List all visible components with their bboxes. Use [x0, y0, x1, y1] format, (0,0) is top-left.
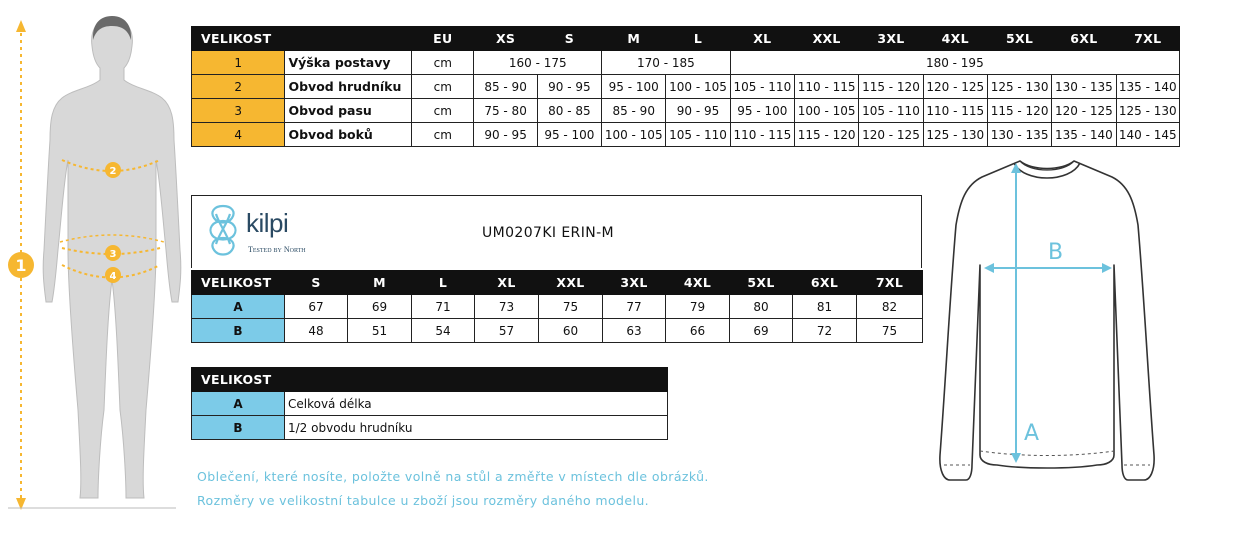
marker-1 [8, 252, 34, 278]
header-velikost: VELIKOST [192, 368, 668, 392]
size-chart-header [192, 27, 1180, 51]
table-cell: 80 [730, 295, 793, 319]
table-cell: 54 [412, 319, 475, 343]
table-cell: 135 - 140 [1052, 123, 1116, 147]
row-label: Obvod boků [285, 123, 412, 147]
row-unit: cm [412, 51, 474, 75]
table-cell: 72 [793, 319, 857, 343]
table-cell: 120 - 125 [1052, 99, 1116, 123]
header-7xl: 7XL [857, 271, 923, 295]
header-l: L [412, 271, 475, 295]
table-cell: 130 - 135 [1052, 75, 1116, 99]
legend-header [192, 368, 668, 392]
table-cell: 110 - 115 [923, 99, 987, 123]
table-cell: 125 - 130 [1116, 99, 1179, 123]
table-row [192, 416, 668, 440]
table-cell: 140 - 145 [1116, 123, 1179, 147]
marker-4 [105, 267, 121, 283]
table-cell: 95 - 100 [602, 75, 666, 99]
table-cell: 120 - 125 [859, 123, 923, 147]
header-velikost: VELIKOST [192, 271, 285, 295]
product-size-header [192, 271, 923, 295]
table-cell: 110 - 115 [730, 123, 794, 147]
header-xs: XS [474, 27, 537, 51]
table-cell: 82 [857, 295, 923, 319]
header-eu: EU [412, 27, 474, 51]
table-cell: 105 - 110 [859, 99, 923, 123]
table-row [192, 319, 923, 343]
header-xl: XL [475, 271, 539, 295]
table-cell: 95 - 100 [730, 99, 794, 123]
table-cell: 115 - 120 [794, 123, 858, 147]
body-measurement-figure [0, 10, 185, 515]
table-cell: 69 [730, 319, 793, 343]
table-cell: 75 [857, 319, 923, 343]
header-xxl: XXL [794, 27, 858, 51]
header-l: L [666, 27, 730, 51]
header-xxl: XXL [539, 271, 603, 295]
measurement-legend-table [191, 367, 668, 440]
measurement-instruction: Oblečení, které nosíte, položte volně na stůl a změřte v místech dle obrázků. [197, 469, 709, 484]
table-cell: 85 - 90 [602, 99, 666, 123]
row-unit: cm [412, 75, 474, 99]
table-cell: 67 [285, 295, 348, 319]
table-row [192, 99, 1180, 123]
table-cell: 120 - 125 [923, 75, 987, 99]
row-label: Obvod hrudníku [285, 75, 412, 99]
shirt-label-a: A [1024, 421, 1040, 446]
svg-text:4: 4 [109, 271, 117, 282]
table-row [192, 392, 668, 416]
kilpi-logo-icon [206, 202, 240, 256]
table-cell: 90 - 95 [537, 75, 601, 99]
header-5xl: 5XL [987, 27, 1051, 51]
table-cell: 105 - 110 [730, 75, 794, 99]
table-cell: 135 - 140 [1116, 75, 1179, 99]
row-label: A [192, 295, 285, 319]
header-velikost: VELIKOST [192, 27, 412, 51]
table-cell: 125 - 130 [923, 123, 987, 147]
header-3xl: 3XL [603, 271, 666, 295]
row-unit: cm [412, 123, 474, 147]
marker-2 [105, 162, 121, 178]
row-number: 1 [192, 51, 285, 75]
table-cell: 125 - 130 [987, 75, 1051, 99]
table-row [192, 295, 923, 319]
table-cell: 71 [412, 295, 475, 319]
svg-text:1: 1 [15, 256, 27, 275]
row-description: 1/2 obvodu hrudníku [285, 416, 668, 440]
table-cell: 90 - 95 [474, 123, 537, 147]
row-label: A [192, 392, 285, 416]
table-cell: 75 [539, 295, 603, 319]
row-label: Obvod pasu [285, 99, 412, 123]
table-row [192, 75, 1180, 99]
table-cell: 95 - 100 [537, 123, 601, 147]
product-header-box [191, 195, 922, 268]
table-cell: 75 - 80 [474, 99, 537, 123]
product-code: UM0207KI ERIN-M [482, 225, 615, 241]
table-cell: 63 [603, 319, 666, 343]
row-description: Celková délka [285, 392, 668, 416]
header-7xl: 7XL [1116, 27, 1179, 51]
table-cell: 105 - 110 [666, 123, 730, 147]
table-cell: 69 [348, 295, 412, 319]
svg-text:2: 2 [109, 166, 117, 177]
header-6xl: 6XL [1052, 27, 1116, 51]
table-cell: 48 [285, 319, 348, 343]
table-cell: 57 [475, 319, 539, 343]
row-number: 2 [192, 75, 285, 99]
brand-name: kilpi [246, 208, 289, 238]
table-row [192, 123, 1180, 147]
table-cell: 130 - 135 [987, 123, 1051, 147]
table-cell: 115 - 120 [859, 75, 923, 99]
table-cell: 77 [603, 295, 666, 319]
table-cell: 115 - 120 [987, 99, 1051, 123]
brand-tagline: Tested by North [248, 245, 306, 254]
row-label: Výška postavy [285, 51, 412, 75]
table-cell: 85 - 90 [474, 75, 537, 99]
row-label: B [192, 416, 285, 440]
table-cell: 100 - 105 [602, 123, 666, 147]
table-cell: 80 - 85 [537, 99, 601, 123]
header-4xl: 4XL [923, 27, 987, 51]
svg-text:3: 3 [109, 249, 117, 260]
table-cell: 90 - 95 [666, 99, 730, 123]
header-xl: XL [730, 27, 794, 51]
row-label: B [192, 319, 285, 343]
header-s: S [537, 27, 601, 51]
table-cell: 73 [475, 295, 539, 319]
shirt-diagram [932, 155, 1162, 490]
shirt-label-b: B [1048, 240, 1064, 265]
product-size-table [191, 270, 923, 343]
table-cell: 180 - 195 [730, 51, 1179, 75]
header-m: M [348, 271, 412, 295]
table-cell: 100 - 105 [794, 99, 858, 123]
table-row [192, 51, 1180, 75]
table-cell: 100 - 105 [666, 75, 730, 99]
table-cell: 79 [666, 295, 730, 319]
marker-3 [105, 245, 121, 261]
table-cell: 170 - 185 [602, 51, 731, 75]
table-cell: 60 [539, 319, 603, 343]
header-5xl: 5XL [730, 271, 793, 295]
table-cell: 51 [348, 319, 412, 343]
header-6xl: 6XL [793, 271, 857, 295]
header-4xl: 4XL [666, 271, 730, 295]
row-unit: cm [412, 99, 474, 123]
header-m: M [602, 27, 666, 51]
row-number: 3 [192, 99, 285, 123]
header-3xl: 3XL [859, 27, 923, 51]
header-s: S [285, 271, 348, 295]
size-chart-table [191, 26, 1180, 147]
table-cell: 160 - 175 [474, 51, 602, 75]
model-size-note: Rozměry ve velikostní tabulce u zboží jsou rozměry daného modelu. [197, 493, 650, 508]
row-number: 4 [192, 123, 285, 147]
table-cell: 110 - 115 [794, 75, 858, 99]
table-cell: 81 [793, 295, 857, 319]
table-cell: 66 [666, 319, 730, 343]
